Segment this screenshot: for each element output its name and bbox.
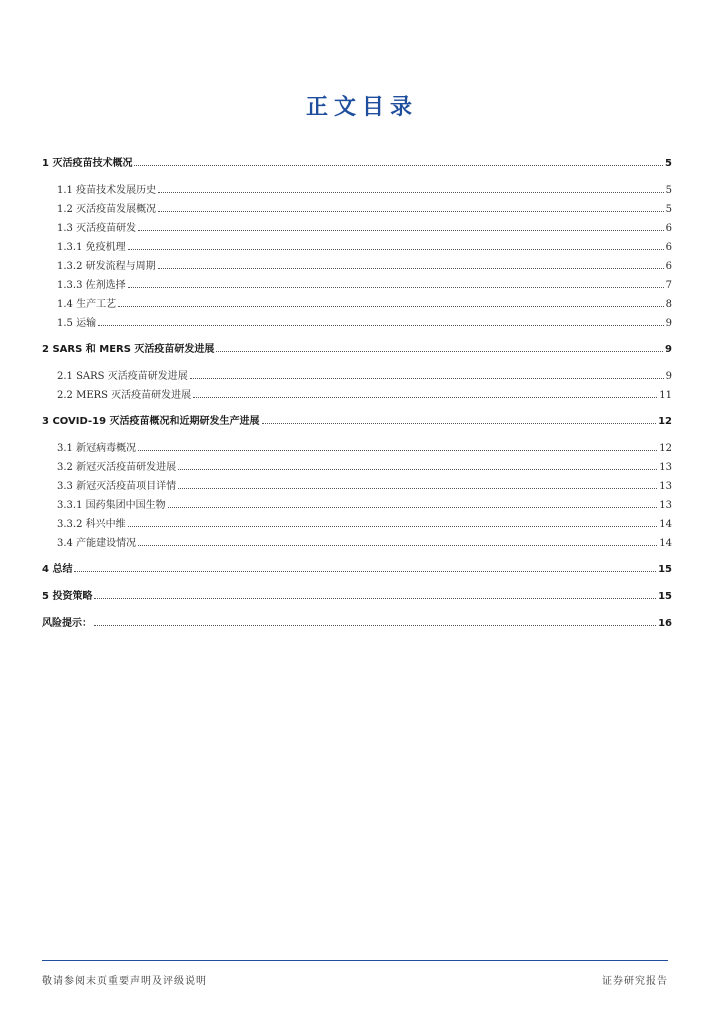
toc-entry-page: 7 <box>665 280 672 291</box>
toc-leader-dots <box>168 506 658 508</box>
footer-disclaimer: 敬请参阅末页重要声明及评级说明 <box>42 976 207 987</box>
footer-report-type: 证券研究报告 <box>602 976 668 987</box>
toc-leader-dots <box>94 624 656 626</box>
toc-entry[interactable] <box>42 458 672 473</box>
toc-leader-dots <box>128 525 658 527</box>
toc-entry-label: 3.1 新冠病毒概况 <box>57 443 137 454</box>
toc-entry-label: 2.2 MERS 灭活疫苗研发进展 <box>57 390 192 401</box>
toc-entry-label: 3.3.2 科兴中维 <box>57 519 126 530</box>
toc-leader-dots <box>216 350 663 352</box>
toc-entry[interactable] <box>42 534 672 549</box>
toc-entry-label: 风险提示： <box>42 618 92 629</box>
toc-entry[interactable] <box>42 200 672 215</box>
toc-leader-dots <box>178 468 657 470</box>
toc-entry[interactable] <box>42 238 672 253</box>
toc-entry-page: 8 <box>665 299 672 310</box>
toc-entry-label: 3.3 新冠灭活疫苗项目详情 <box>57 481 177 492</box>
toc-entry-label: 2 SARS 和 MERS 灭活疫苗研发进展 <box>42 344 215 355</box>
toc-leader-dots <box>138 229 664 231</box>
toc-entry[interactable] <box>42 367 672 382</box>
toc-entry[interactable] <box>42 154 672 169</box>
toc-entry-page: 6 <box>665 242 672 253</box>
toc-entry-page: 13 <box>659 462 672 473</box>
toc-entry[interactable] <box>42 314 672 329</box>
toc-entry[interactable] <box>42 257 672 272</box>
toc-leader-dots <box>190 377 664 379</box>
toc-entry-label: 1.3.3 佐剂选择 <box>57 280 126 291</box>
toc-entry[interactable] <box>42 515 672 530</box>
toc-leader-dots <box>134 164 663 166</box>
toc-entry-page: 12 <box>658 416 672 427</box>
toc-entry-page: 15 <box>658 591 672 602</box>
toc-entry-page: 6 <box>665 223 672 234</box>
toc-leader-dots <box>178 487 657 489</box>
toc-entry[interactable] <box>42 560 672 575</box>
toc-entry-label: 1.3.1 免疫机理 <box>57 242 126 253</box>
toc-leader-dots <box>158 210 664 212</box>
toc-entry-label: 1.5 运输 <box>57 318 97 329</box>
toc-leader-dots <box>158 191 664 193</box>
toc-leader-dots <box>98 324 664 326</box>
toc-entry[interactable] <box>42 181 672 196</box>
toc-entry-label: 1.3.2 研发流程与周期 <box>57 261 156 272</box>
toc-entry-page: 5 <box>665 158 672 169</box>
toc-entry-label: 3.2 新冠灭活疫苗研发进展 <box>57 462 177 473</box>
toc-leader-dots <box>138 544 657 546</box>
toc-entry-page: 13 <box>659 500 672 511</box>
toc-entry-page: 9 <box>665 344 672 355</box>
toc-entry[interactable] <box>42 276 672 291</box>
toc-entry[interactable] <box>42 587 672 602</box>
toc-entry-label: 5 投资策略 <box>42 591 93 602</box>
toc-leader-dots <box>262 422 657 424</box>
toc-entry-page: 14 <box>659 519 672 530</box>
toc-entry[interactable] <box>42 412 672 427</box>
toc-entry-label: 1.4 生产工艺 <box>57 299 117 310</box>
toc-leader-dots <box>74 570 656 572</box>
toc-entry-page: 12 <box>659 443 672 454</box>
page-title: 正文目录 <box>305 95 418 120</box>
toc-entry[interactable] <box>42 614 672 629</box>
toc-entry-page: 11 <box>659 390 672 401</box>
toc-entry[interactable] <box>42 295 672 310</box>
toc-leader-dots <box>118 305 664 307</box>
toc-leader-dots <box>94 597 656 599</box>
toc-entry-page: 5 <box>665 185 672 196</box>
toc-entry-page: 5 <box>665 204 672 215</box>
toc-leader-dots <box>128 286 664 288</box>
footer-divider <box>42 960 668 961</box>
toc-entry-label: 3.4 产能建设情况 <box>57 538 137 549</box>
toc-entry-page: 9 <box>665 318 672 329</box>
toc-entry-page: 14 <box>659 538 672 549</box>
toc-entry-label: 4 总结 <box>42 564 73 575</box>
toc-leader-dots <box>193 396 657 398</box>
toc-entry-label: 1.3 灭活疫苗研发 <box>57 223 137 234</box>
toc-entry-label: 2.1 SARS 灭活疫苗研发进展 <box>57 371 188 382</box>
toc-entry[interactable] <box>42 219 672 234</box>
toc-entry-label: 3 COVID-19 灭活疫苗概况和近期研发生产进展 <box>42 416 260 427</box>
toc-entry-label: 3.3.1 国药集团中国生物 <box>57 500 166 511</box>
toc-entry[interactable] <box>42 477 672 492</box>
toc-entry-label: 1 灭活疫苗技术概况 <box>42 158 133 169</box>
toc-entry-page: 6 <box>665 261 672 272</box>
toc-entry[interactable] <box>42 496 672 511</box>
toc-leader-dots <box>138 449 657 451</box>
toc-entry-page: 9 <box>665 371 672 382</box>
toc-entry-page: 15 <box>658 564 672 575</box>
toc-entry-label: 1.2 灭活疫苗发展概况 <box>57 204 157 215</box>
toc-leader-dots <box>158 267 664 269</box>
toc-entry-page: 13 <box>659 481 672 492</box>
toc-entry[interactable] <box>42 340 672 355</box>
toc-leader-dots <box>128 248 664 250</box>
toc-entry[interactable] <box>42 439 672 454</box>
toc-entry[interactable] <box>42 386 672 401</box>
toc-entry-label: 1.1 疫苗技术发展历史 <box>57 185 157 196</box>
toc-entry-page: 16 <box>658 618 672 629</box>
